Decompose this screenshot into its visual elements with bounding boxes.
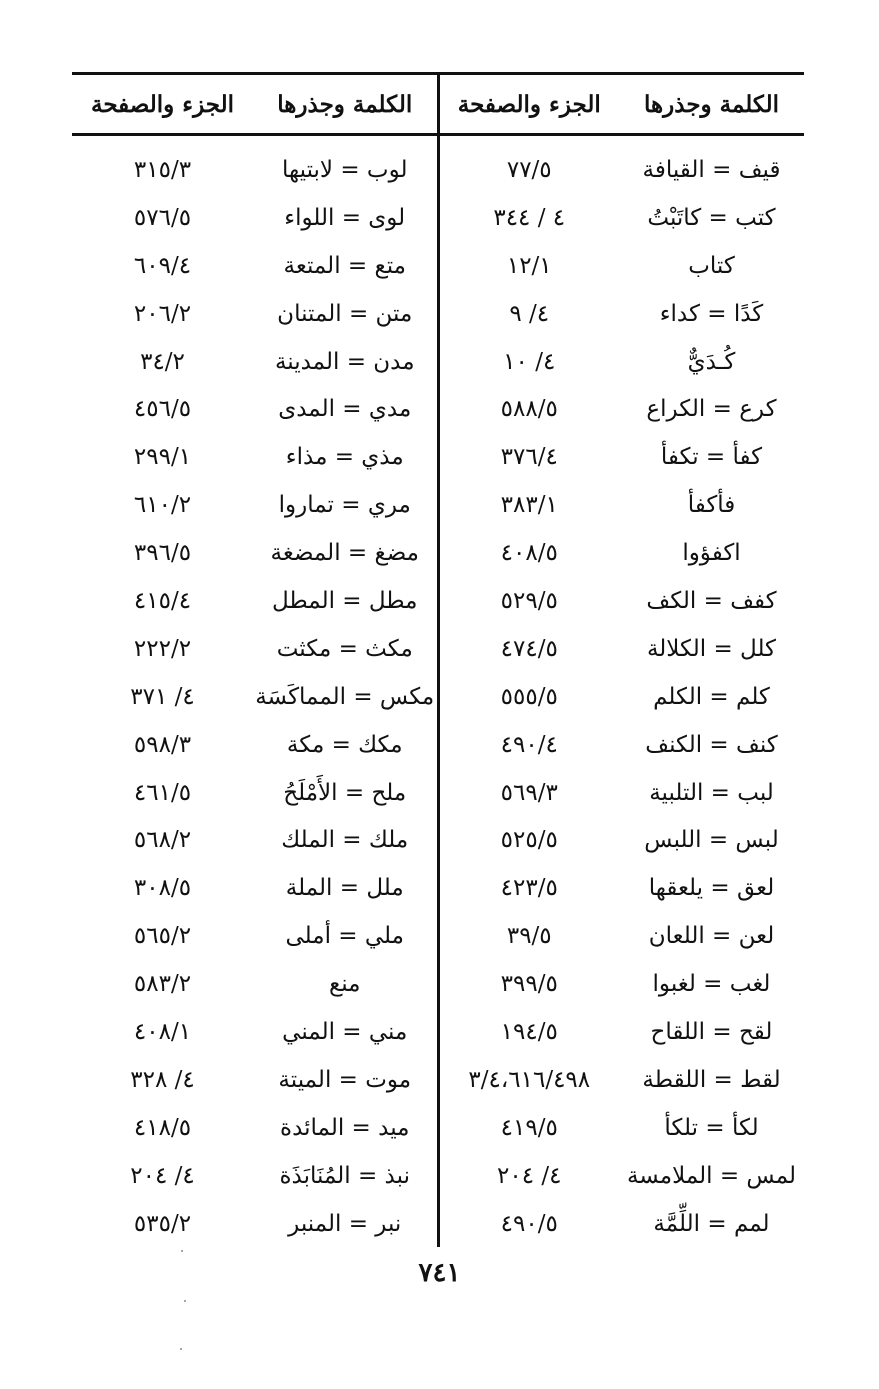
cell-volume-page-right: ١٢/١ bbox=[438, 242, 619, 290]
table-header-row bbox=[72, 74, 804, 135]
cell-word-root-left: مدي = المدى bbox=[278, 396, 412, 423]
cell-word-root-right: لبب = التلبية bbox=[649, 779, 774, 806]
cell-word-root-right: فأكفأ bbox=[687, 492, 736, 519]
cell-volume-page-right: ٥٥٥/٥ bbox=[438, 673, 619, 721]
cell-volume-page-right: ٤٩٠/٤ bbox=[438, 721, 619, 769]
cell-volume-page-right: ١٩٤/٥ bbox=[438, 1008, 619, 1056]
table-row bbox=[72, 960, 804, 1008]
cell-word-root-right: لقح = اللقاح bbox=[650, 1018, 773, 1045]
cell-word-root-right: لقط = اللقطة bbox=[642, 1066, 781, 1093]
table-row bbox=[72, 529, 804, 577]
cell-word-root-left: نبذ = المُنَابَذَة bbox=[279, 1162, 410, 1189]
cell-volume-page-left: ٤/ ٢٠٤ bbox=[130, 1162, 195, 1189]
cell-volume-page-right: ٤٠٨/٥ bbox=[438, 529, 619, 577]
table-row bbox=[72, 912, 804, 960]
cell-word-root-right: كرع = الكراع bbox=[646, 396, 777, 423]
cell-volume-page-left: ٢٩٩/١ bbox=[133, 444, 192, 471]
cell-word-root-left: منع bbox=[328, 971, 361, 998]
cell-word-root-right: لعق = يلعقها bbox=[648, 875, 775, 902]
cell-volume-page-left: ٦٠٩/٤ bbox=[133, 252, 192, 279]
cell-volume-page-left: ٢٢٢/٢ bbox=[133, 635, 192, 662]
header-word-root-left: الكلمة وجذرها bbox=[277, 90, 413, 118]
header-word-root-right: الكلمة وجذرها bbox=[644, 90, 779, 118]
scan-speck bbox=[181, 1250, 183, 1252]
cell-volume-page-left: ٥٨٣/٢ bbox=[133, 971, 192, 998]
cell-volume-page-right: ٤/ ١٠ bbox=[438, 338, 619, 386]
cell-volume-page-left: ٣٩٦/٥ bbox=[133, 540, 192, 567]
cell-volume-page-left: ٣١٥/٣ bbox=[133, 156, 192, 183]
header-volume-page-right: الجزء والصفحة bbox=[438, 74, 619, 135]
cell-word-root-right: لمس = الملامسة bbox=[626, 1162, 797, 1189]
cell-word-root-left: ميد = المائدة bbox=[280, 1114, 410, 1141]
cell-volume-page-right: ٣٩/٥ bbox=[438, 912, 619, 960]
cell-volume-page-right: ٤٢٣/٥ bbox=[438, 864, 619, 912]
table-row bbox=[72, 769, 804, 817]
cell-volume-page-left: ٦١٠/٢ bbox=[133, 492, 192, 519]
cell-volume-page-left: ٥٦٨/٢ bbox=[133, 827, 192, 854]
cell-word-root-right: كفف = الكف bbox=[646, 587, 777, 614]
table-row bbox=[72, 338, 804, 386]
cell-word-root-right: لكأ = تلكأ bbox=[664, 1114, 759, 1141]
cell-volume-page-right: ٤/ ٩ bbox=[438, 290, 619, 338]
cell-word-root-right: لغب = لغبوا bbox=[652, 971, 771, 998]
scan-speck bbox=[184, 1300, 186, 1302]
cell-word-root-right: كتاب bbox=[688, 252, 735, 279]
table-row bbox=[72, 433, 804, 481]
cell-volume-page-left: ٥٣٥/٢ bbox=[133, 1210, 192, 1237]
cell-word-root-right: كلم = الكلم bbox=[653, 683, 770, 710]
table-row bbox=[72, 1056, 804, 1104]
cell-volume-page-right: ٣٩٩/٥ bbox=[438, 960, 619, 1008]
cell-volume-page-left: ٥٦٥/٢ bbox=[133, 923, 192, 950]
cell-volume-page-left: ٣٤/٢ bbox=[140, 348, 185, 375]
cell-word-root-left: مني = المني bbox=[282, 1018, 408, 1045]
table-body bbox=[72, 135, 804, 1248]
cell-word-root-left: موت = الميتة bbox=[278, 1066, 412, 1093]
cell-volume-page-right: ٥٦٩/٣ bbox=[438, 769, 619, 817]
table-row bbox=[72, 135, 804, 194]
cell-word-root-left: مكث = مكثت bbox=[276, 635, 413, 662]
cell-word-root-left: مضغ = المضغة bbox=[270, 540, 419, 567]
table-row bbox=[72, 625, 804, 673]
cell-volume-page-left: ٢٠٦/٢ bbox=[133, 300, 192, 327]
cell-volume-page-right: ٥٨٨/٥ bbox=[438, 385, 619, 433]
table-row bbox=[72, 481, 804, 529]
table-row bbox=[72, 242, 804, 290]
cell-volume-page-left: ٤/ ٣٢٨ bbox=[130, 1066, 195, 1093]
cell-volume-page-left: ٤٥٦/٥ bbox=[133, 396, 192, 423]
cell-volume-page-left: ٤١٨/٥ bbox=[133, 1114, 192, 1141]
scan-speck bbox=[180, 1348, 182, 1350]
cell-volume-page-right: ٧٧/٥ bbox=[438, 135, 619, 194]
table-row bbox=[72, 290, 804, 338]
page-number: ٧٤١ bbox=[418, 1258, 461, 1288]
cell-word-root-left: مكس = المماكَسَة bbox=[255, 683, 435, 710]
cell-volume-page-left: ٥٩٨/٣ bbox=[133, 731, 192, 758]
table-row bbox=[72, 864, 804, 912]
cell-volume-page-right: ٣٧٦/٤ bbox=[438, 433, 619, 481]
cell-word-root-right: كفأ = تكفأ bbox=[660, 444, 763, 471]
cell-word-root-left: متع = المتعة bbox=[283, 252, 406, 279]
cell-volume-page-left: ٤/ ٣٧١ bbox=[130, 683, 195, 710]
cell-volume-page-right: ٤١٩/٥ bbox=[438, 1104, 619, 1152]
cell-volume-page-right: ٣٨٣/١ bbox=[438, 481, 619, 529]
cell-volume-page-left: ٤١٥/٤ bbox=[133, 587, 192, 614]
cell-word-root-right: لمم = اللِّمَّة bbox=[653, 1210, 770, 1237]
table-row bbox=[72, 385, 804, 433]
cell-volume-page-right: ٤ / ٣٤٤ bbox=[438, 194, 619, 242]
table-row bbox=[72, 577, 804, 625]
word-index-table bbox=[72, 72, 804, 1247]
cell-volume-page-left: ٤٦١/٥ bbox=[133, 779, 192, 806]
cell-word-root-left: لوى = اللواء bbox=[284, 204, 406, 231]
cell-word-root-left: مري = تماروا bbox=[278, 492, 411, 519]
table-row bbox=[72, 721, 804, 769]
cell-word-root-left: مدن = المدينة bbox=[274, 348, 415, 375]
table-row bbox=[72, 1008, 804, 1056]
cell-word-root-right: كلل = الكلالة bbox=[646, 635, 777, 662]
cell-word-root-right: كنف = الكنف bbox=[645, 731, 778, 758]
table-row bbox=[72, 673, 804, 721]
header-volume-page-left: الجزء والصفحة bbox=[90, 90, 235, 118]
cell-word-root-left: ملي = أملى bbox=[285, 923, 404, 950]
cell-volume-page-left: ٥٧٦/٥ bbox=[133, 204, 192, 231]
cell-word-root-right: لعن = اللعان bbox=[648, 923, 775, 950]
cell-volume-page-left: ٣٠٨/٥ bbox=[133, 875, 192, 902]
cell-volume-page-right: ٥٢٥/٥ bbox=[438, 816, 619, 864]
table-row bbox=[72, 816, 804, 864]
cell-word-root-right: قيف = القيافة bbox=[642, 156, 781, 183]
cell-volume-page-left: ٤٠٨/١ bbox=[133, 1018, 192, 1045]
cell-word-root-right: كتب = كاتَبْتُ bbox=[647, 204, 776, 231]
cell-volume-page-right: ٣/٤،٦١٦/٤٩٨ bbox=[438, 1056, 619, 1104]
cell-word-root-right: اكفؤوا bbox=[682, 540, 741, 567]
cell-word-root-left: لوب = لابتيها bbox=[282, 156, 408, 183]
cell-word-root-left: مطل = المطل bbox=[272, 587, 418, 614]
cell-word-root-left: مكك = مكة bbox=[286, 731, 403, 758]
cell-volume-page-right: ٤/ ٢٠٤ bbox=[438, 1152, 619, 1200]
cell-word-root-left: ملك = الملك bbox=[281, 827, 409, 854]
cell-word-root-left: ملح = الأَمْلَحُ bbox=[283, 779, 407, 806]
cell-word-root-left: ملل = الملة bbox=[285, 875, 404, 902]
cell-word-root-left: متن = المتنان bbox=[277, 300, 413, 327]
cell-word-root-right: لبس = اللبس bbox=[644, 827, 779, 854]
cell-word-root-left: مذي = مذاء bbox=[285, 444, 404, 471]
table-row bbox=[72, 1152, 804, 1200]
cell-volume-page-right: ٤٩٠/٥ bbox=[438, 1200, 619, 1248]
cell-volume-page-right: ٤٧٤/٥ bbox=[438, 625, 619, 673]
cell-word-root-right: كَدًا = كداء bbox=[659, 300, 764, 327]
table-row bbox=[72, 1104, 804, 1152]
cell-word-root-left: نبر = المنبر bbox=[288, 1210, 402, 1237]
table-row bbox=[72, 1200, 804, 1248]
cell-word-root-right: كُـدَيٌّ bbox=[687, 348, 736, 375]
table-row bbox=[72, 194, 804, 242]
cell-volume-page-right: ٥٢٩/٥ bbox=[438, 577, 619, 625]
